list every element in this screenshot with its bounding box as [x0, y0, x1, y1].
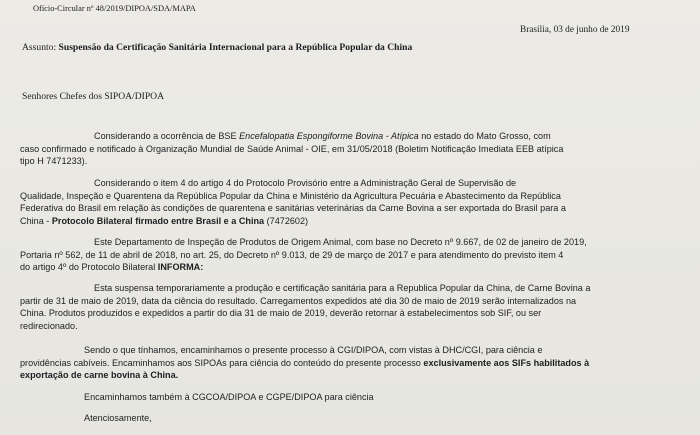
paragraph-line: Federativa do Brasil em relação às condições de quarentena e sanitárias veterinárias da Carne Bovina a ser exportada do Brasil para a: [20, 203, 566, 214]
text-run: providências cabíveis. Encaminhamos aos SIPOAs para ciência do conteúdo do presente processo: [20, 357, 424, 368]
paragraph-line: [20, 130, 680, 143]
paragraph-line: Qualidade, Inspeção e Quarentena da República Popular da China e Ministério da Agricultura Pecuária e Abastecimento da República: [20, 190, 561, 201]
subject-label: Assunto:: [22, 42, 57, 53]
paragraph-line: caso confirmado e notificado à Organização Mundial de Saúde Animal - OIE, em 31/05/2018 (Boletim Notificação Imediata EEB atípica: [20, 143, 564, 154]
paragraph-line: tipo H 7471233).: [20, 156, 88, 167]
paragraph-department-informs: [20, 236, 680, 274]
document-date: Brasília, 03 de junho de 2019: [520, 25, 630, 35]
paragraph-line: [20, 357, 680, 370]
paragraph-line: China. Produtos produzidos e expedidos a partir do dia 31 de maio de 2019, deverão retornar à estabelecimentos sob SIF, ou ser: [20, 308, 542, 319]
paragraph-line: exportação de carne bovina à China.: [20, 370, 179, 381]
text-run-italic: Encefalopatia Espongiforme Bovina - Atípica: [239, 131, 419, 141]
subject-line: [22, 42, 412, 53]
text-run: Considerando a ocorrência de BSE: [94, 131, 240, 141]
paragraph-suspension: [20, 282, 680, 332]
subject-text: Suspensão da Certificação Sanitária Internacional para a República Popular da China: [58, 42, 413, 53]
paragraph-line: Considerando o item 4 do artigo 4 do Protocolo Provisório entre a Administração Geral de Supervisão de: [94, 178, 517, 188]
paragraph-line: partir de 31 de maio de 2019, data da ciência do resultado. Carregamentos expedidos até dia 30 de maio de 2019 serão internalizados na: [20, 295, 577, 306]
text-run-bold: exclusivamente aos SIFs habilitados à: [423, 357, 590, 368]
paragraph-line: [20, 215, 680, 228]
paragraph-line: Este Departamento de Inspeção de Produtos de Origem Animal, com base no Decreto nº 9.667, de 02 de janeiro de 2019,: [94, 237, 587, 247]
paragraph-protocol: [20, 177, 680, 227]
paragraph-also-forwarded: [20, 391, 680, 404]
salutation: Senhores Chefes dos SIPOA/DIPOA: [22, 91, 165, 102]
text-run-bold: INFORMA:: [157, 262, 204, 273]
closing: [20, 412, 680, 425]
paragraph-forwarding: [20, 344, 680, 382]
paragraph-line: Atenciosamente,: [84, 413, 152, 423]
paragraph-bse-occurrence: [20, 130, 680, 168]
text-run: China -: [20, 215, 52, 226]
document-reference: Ofício-Circular nº 48/2019/DIPOA/SDA/MAPA: [33, 4, 196, 13]
text-run: (7472602): [264, 215, 309, 226]
paragraph-line: Esta suspensa temporariamente a produção e certificação sanitária para a Republica Popular da China, de Carne Bovina a: [94, 283, 591, 293]
text-run-bold: Protocolo Bilateral firmado entre Brasil e a China: [51, 215, 265, 226]
paragraph-line: Encaminhamos também à CGCOA/DIPOA e CGPE/DIPOA para ciência: [84, 392, 374, 402]
text-run: do artigo 4º do Protocolo Bilateral: [20, 262, 158, 273]
paragraph-line: Sendo o que tínhamos, encaminhamos o presente processo à CGI/DIPOA, com vistas à DHC/CGI, para ciência e: [84, 345, 543, 355]
paragraph-line: redirecionado.: [20, 320, 78, 331]
text-run: no estado do Mato Grosso, com: [418, 131, 551, 141]
paragraph-line: [20, 261, 680, 274]
paragraph-line: Portaria nº 562, de 11 de abril de 2018, no art. 25, do Decreto nº 9.013, de 29 de março de 2017 e para atendimento do previsto item 4: [20, 249, 564, 260]
